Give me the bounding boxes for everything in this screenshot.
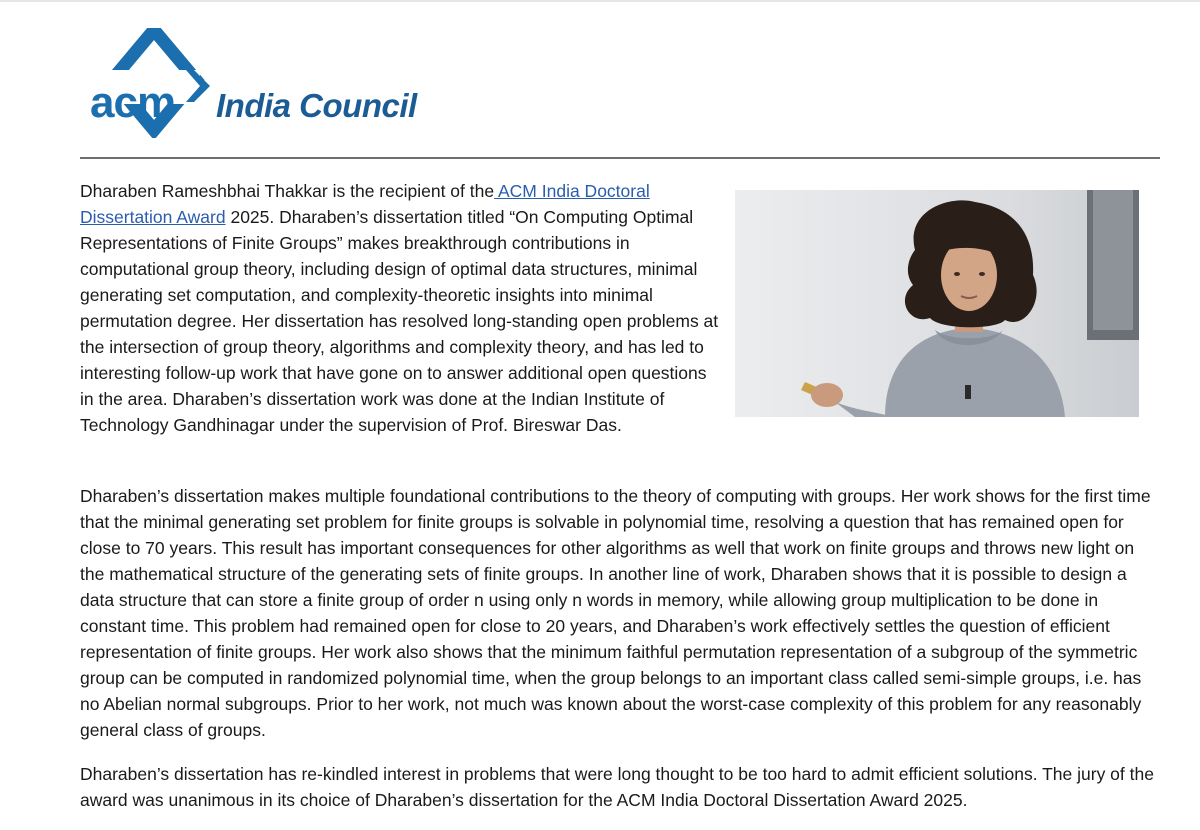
- award-link[interactable]: ACM India Doctoral Dissertation Award: [80, 181, 650, 227]
- conclusion-paragraph: Dharaben’s dissertation has re-kindled interest in problems that were long thought to be too hard to admit efficient solutions. The jury of the award was unanimous in its choice of Dharaben’s dissertation for the ACM India Doctoral Dissertation Award 2025.: [80, 764, 1154, 810]
- recipient-photo-illustration: [735, 190, 1139, 417]
- logo-acm-text: acm: [90, 78, 176, 127]
- recipient-photo: [735, 190, 1139, 417]
- header-divider: [80, 157, 1160, 159]
- intro-body-text: 2025. Dharaben’s dissertation titled “On Computing Optimal Representations of Finite Groups” makes breakthrough contributions in computational group theory, including design of optimal data structures, minimal generating set computation, and complexity-theoretic insights into minimal permutation degree. Her dissertation has resolved long-standing open problems at the intersection of group theory, algorithms and complexity theory, and has led to interesting follow-up work that have gone on to answer additional open questions in the area. Dharaben’s dissertation work was done at the Indian Institute of Technology Gandhinagar under the supervision of Prof. Bireswar Das.: [80, 207, 719, 435]
- intro-lead-text: Dharaben Rameshbhai Thakkar is the recipient of the: [80, 181, 495, 201]
- contributions-paragraph: Dharaben’s dissertation makes multiple foundational contributions to the theory of computing with groups. Her work shows for the first time that the minimal generating set problem for finite groups is solvable in polynomial time, resolving a question that has remained open for close to 70 years. This result has important consequences for other algorithms as well that work on finite groups and throws new light on the mathematical structure of the generating sets of finite groups. In another line of work, Dharaben shows that it is possible to design a data structure that can store a finite group of order n using only n words in memory, while allowing group multiplication to be done in constant time. This problem had remained open for close to 20 years, and Dharaben’s work effectively settles the question of efficient representation of finite groups. Her work also shows that the minimum faithful permutation representation of a subgroup of the symmetric group can be computed in randomized polynomial time, when the group belongs to an important class called semi-simple groups, i.e. has no Abelian normal subgroups. Prior to her work, not much was known about the worst-case complexity of this problem for any reasonably general class of groups.: [80, 486, 1151, 740]
- top-border: [0, 0, 1200, 2]
- acm-india-council-logo[interactable]: [88, 28, 418, 138]
- intro-paragraph: [80, 178, 720, 438]
- logo-council-text: India Council: [216, 87, 417, 124]
